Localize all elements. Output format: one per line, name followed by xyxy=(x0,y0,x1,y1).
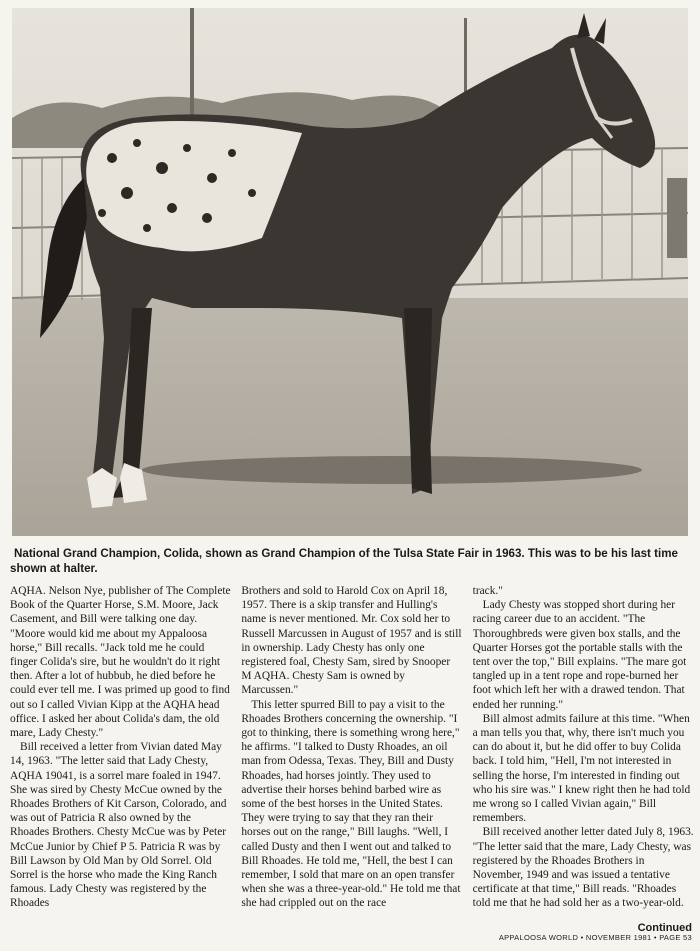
column-3 xyxy=(473,584,694,934)
paragraph: Lady Chesty was stopped short during her racing career due to an accident. "The Thoroughbreds were given box stalls, and the Quarter Horses got the portable stalls with the tent over the top," Bill explains. "The mare got tangled up in a tent rope and rope-burned her foot which left her with a drawed tendon. That ended her running." xyxy=(472,599,687,711)
continued-label: Continued xyxy=(637,922,692,934)
paragraph: Bill received a letter from Vivian dated May 14, 1963. "The letter said that Lady Chesty, AQHA 19041, is a sorrel mare foaled in 1947. She was sired by Chesty McCue owned by the Rhoades Brothers of Kit Carson, Colorado, and was out of Patricia R also owned by the Rhoades Brothers. Chesty McCue was by Peter McCue Junior by Chief P 5. Patricia R was by Bill Lawson by Old Man by Old Sorrel. Old Sorrel is the horse who made the King Ranch famous. Lady Chesty was registered by the Rhoades xyxy=(10,741,227,910)
paragraph: AQHA. Nelson Nye, publisher of The Complete Book of the Quarter Horse, S.M. Moore, Jack Casement, and Bill were talking one day. "Moore would kid me about my Appaloosa horse," Bill recalls. "Jack told me he could finger Colida's sire, but he wouldn't do it right then. After a lot of hubbub, he died before he could ever tell me. I was primed up good to find out so I called Vivian Kipp at the AQHA head office. I asked her about Colida's dam, the old mare, Lady Chesty." xyxy=(10,585,231,740)
column-2 xyxy=(241,584,462,934)
column-1 xyxy=(10,584,231,934)
horse-photo-drawing xyxy=(12,8,688,536)
page-footer: APPALOOSA WORLD • NOVEMBER 1981 • PAGE 53 xyxy=(498,933,692,942)
photo-caption: National Grand Champion, Colida, shown as Grand Champion of the Tulsa State Fair in 1963. This was to be his last time shown at halter. xyxy=(10,547,678,575)
horse-photo xyxy=(12,8,688,536)
paragraph: Brothers and sold to Harold Cox on April 18, 1957. There is a skip transfer and Hulling's name is never mentioned. Mr. Cox sold her to Russell Marcussen in August of 1957 and is still in ownership. Lady Chesty has only one registered foal, Chesty Sam, sired by Snooper M AQHA. Chesty Sam is owned by Marcussen." xyxy=(241,585,462,697)
paragraph: This letter spurred Bill to pay a visit to the Rhoades Brothers concerning the ownership. "I got to thinking, there is something wrong here," he affirms. "I talked to Dusty Rhoades, an oil man from Odessa, Texas. They, Bill and Dusty Rhoades, had horses jointly. They used to advertise their horses behind barbed wire as some of the best horses in the United States. They were trying to say that they ran their horses out on the range," Bill laughs. "Well, I called Dusty and then I went out and talked to Bill Rhoades. He told me, "Hell, the best I can remember, I sold that mare on an open transfer when she was a three-year-old." He told me that she had crippled out on the race xyxy=(241,698,461,910)
paragraph: Bill received another letter dated July 8, 1963. "The letter said that the mare, Lady Chesty, was registered by the Rhoades Brothers in November, 1949 and was issued a tentative certificate at that time," Bill reads. "Rhoades told me that he had sold her as a two-year-old. xyxy=(472,826,694,910)
paragraph: Bill almost admits failure at this time. "When a man tells you that, why, there isn't much you can do about it, but he did offer to buy Colida back. I told him, "Hell, I'm not interested in selling the horse, I'm interested in finding out who his sire was." I knew right then he had told me wrong so I called Vivian again," Bill remembers. xyxy=(472,712,691,825)
paragraph: track." xyxy=(472,585,503,597)
article-body xyxy=(10,584,694,934)
